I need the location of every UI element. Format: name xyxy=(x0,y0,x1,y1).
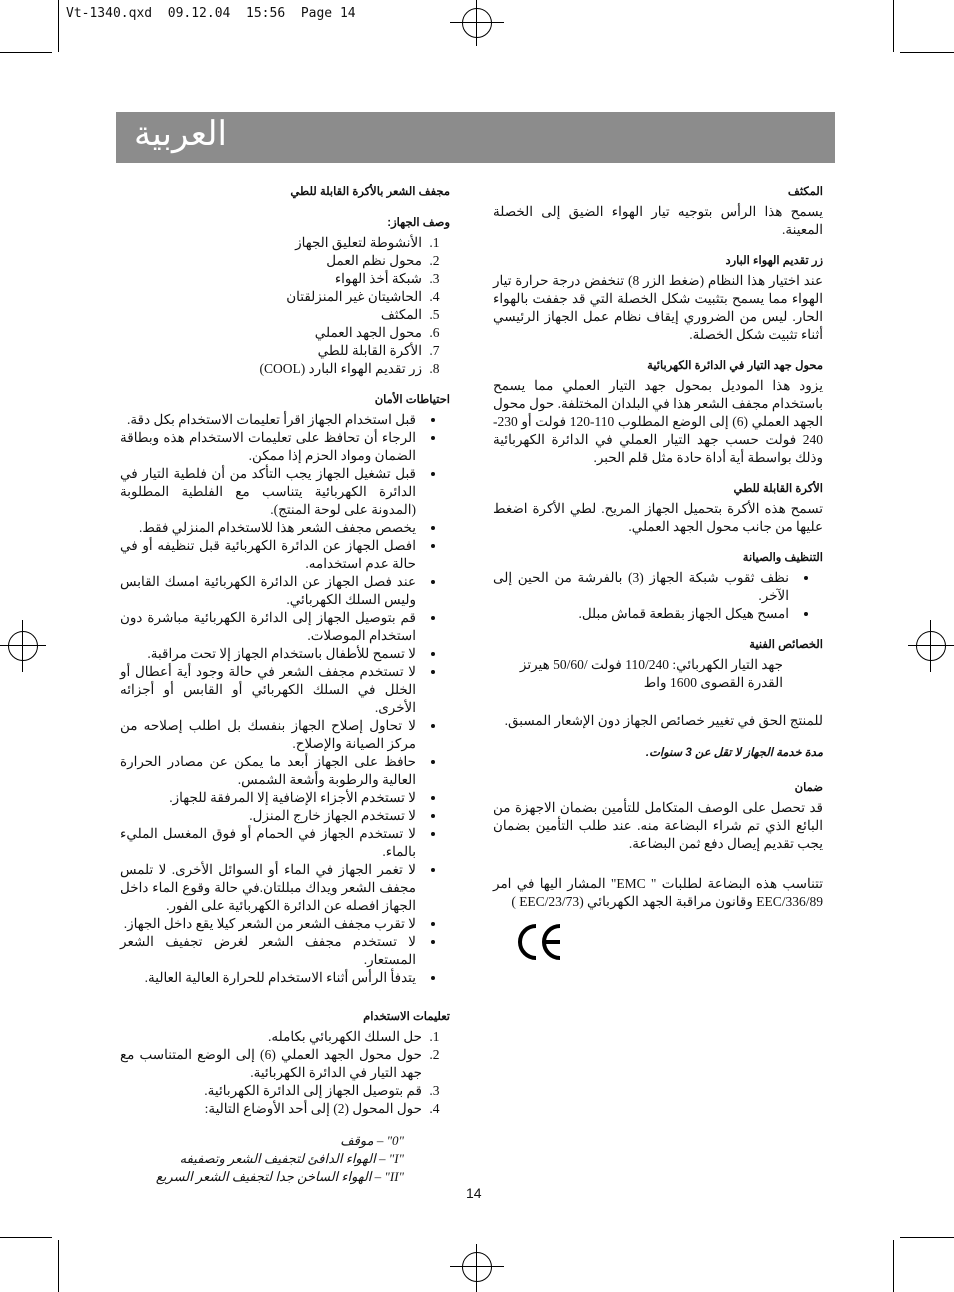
cleaning-section xyxy=(493,550,823,623)
list-item: 4. حول المحول (2) إلى أحد الأوضاع التالية: xyxy=(120,1100,426,1118)
list-item: • لا تستخدم الأجزاء الإضافية إلا المرفقة للجهاز. xyxy=(120,789,420,807)
section-heading: الخصائص الفنية xyxy=(749,639,823,651)
left-column xyxy=(120,184,450,1200)
service-life-note: مدة خدمة الجهاز لا تقل عن 3 سنوات. xyxy=(645,747,823,759)
folding-handle-section xyxy=(493,481,823,536)
list-item: 6. محول الجهد العملي xyxy=(120,324,426,342)
list-item: 3. قم بتوصيل الجهاز إلى الدائرة الكهربائية. xyxy=(120,1082,426,1100)
usage-section xyxy=(120,1009,450,1186)
file-name: Vt-1340.qxd xyxy=(66,6,153,21)
list-item: • امسح هيكل الجهاز بقطعة قماش مبلل. xyxy=(493,605,793,623)
right-column xyxy=(493,184,823,911)
ce-mark-icon xyxy=(516,920,564,964)
crop-mark xyxy=(58,1240,59,1292)
mode-list xyxy=(120,1132,450,1186)
section-text: تسمح هذه الأكرة بتحميل الجهاز المريح. لطي الأكرة اضغط عليها من جانب محول الجهد العملي. xyxy=(493,501,823,534)
emc-compliance-text: تتناسب هذه البضاعة لطلبات " EMC" المشار اليها في امر EEC/336/89 وقانون مراقبة الجهد الكهربائي (EEC/23/73 ) xyxy=(493,876,823,909)
page-label: Page 14 xyxy=(300,6,356,21)
section-heading: التنظيف والصيانة xyxy=(742,552,823,564)
section-heading: تعليمات الاستخدام xyxy=(363,1011,450,1023)
list-item: • لا تقرب مجفف الشعر من الشعر كيلا يقع داخل الجهاز. xyxy=(120,915,420,933)
list-item: • حافظ على الجهاز أبعد ما يمكن عن مصادر الحرارة العالية والرطوبة وأشعة الشمس. xyxy=(120,753,420,789)
spec-line: جهد التيار الكهربائي: 110/240 فولت /50/60 هيرتز xyxy=(519,657,783,672)
concentrator-section xyxy=(493,184,823,239)
list-item: 4. الحاشيتان غير المنزلقتان xyxy=(120,288,426,306)
crop-mark xyxy=(58,0,59,52)
section-text: عند اختيار هذا النظام (ضغط الزر 8) تنخفض درجة حرارة تيار الهواء مما يسمح بتثبيت شكل الخصلة التي قد جففت بالهواء الحار. ليس من الضروري إيقاف نظام عمل الجهاز الرئيسي أثناء تثبيت شكل الخصلة. xyxy=(493,273,823,342)
list-item: • قبل تشغيل الجهاز يجب التأكد من أن فلطية التيار في الدائرة الكهربائية يتناسب مع الفلطية المطلوبة (المدونة على لوحة المنتج). xyxy=(120,465,420,519)
list-item: 7. الأكرة القابلة للطي xyxy=(120,342,426,360)
list-item: • لا تستخدم الجهاز في الحمام أو فوق المغسل المليء بالماء. xyxy=(120,825,420,861)
list-item: • يتدفأ الرأس أثناء الاستخدام للحرارة العالية العالية. xyxy=(120,969,420,987)
usage-list xyxy=(120,1028,450,1118)
cleaning-list xyxy=(493,569,823,623)
mode-item: "I" – الهواء الدافئ لتجفيف الشعر وتصفيفه xyxy=(179,1151,404,1166)
section-heading: محول جهد التيار في الدائرة الكهربائية xyxy=(647,360,823,372)
crop-mark xyxy=(0,1237,52,1238)
list-item: 1. الأنشوطة لتعليق الجهاز xyxy=(120,234,426,252)
print-date: 09.12.04 xyxy=(167,6,231,21)
list-item: • لا تستخدم مجفف الشعر لغرض تجفيف الشعر المستعار. xyxy=(120,933,420,969)
product-title: مجفف الشعر بالأكرة القابلة للطي xyxy=(290,186,450,198)
registration-target-icon xyxy=(462,1252,492,1282)
list-item: • يخصص مجفف الشعر هذا للاستخدام المنزلي فقط. xyxy=(120,519,420,537)
section-heading: زر تقديم الهواء البارد xyxy=(725,255,823,267)
section-heading: احتياطات الأمان xyxy=(374,394,450,406)
list-item: • عند فصل الجهاز عن الدائرة الكهربائية امسك القابس وليس السلك الكهربائي. xyxy=(120,573,420,609)
language-title: العربية xyxy=(134,114,227,154)
section-text: يسمح هذا الرأس بتوجيه تيار الهواء الضيق إلى الخصلة المعينة. xyxy=(493,204,823,237)
list-item: 2. حول محول الجهد العملي (6) إلى الوضع المتناسب مع جهد التيار في الدائرة الكهربائية. xyxy=(120,1046,426,1082)
specs-section xyxy=(493,637,823,692)
crop-mark xyxy=(900,1237,954,1238)
spec-line: القدرة القصوى 1600 واط xyxy=(643,675,783,690)
section-text: قد تحصل على الوصف المتكامل للتأمين بضمان الاجهزة من البائع الذي تم شراء البضاعة منه. عند طلب التأمين بضمان يجب تقديم إيصال دفع ثمن البضاعة. xyxy=(493,800,823,851)
list-item: • قم بتوصيل الجهاز إلى الدائرة الكهربائية مباشرة دون استخدام الموصلات. xyxy=(120,609,420,645)
list-item: • لا تغمر الجهاز في الماء أو السوائل الأخرى. لا تلمس مجفف الشعر ويداك مبللتان.في حالة وقوع الماء داخل الجهاز افصله عن الدائرة الكهربائية على الفور. xyxy=(120,861,420,915)
page-number: 14 xyxy=(466,1185,482,1201)
list-item: 3. شبكة أخذ الهواء xyxy=(120,270,426,288)
guarantee-section xyxy=(493,780,823,853)
voltage-selector-section xyxy=(493,358,823,467)
section-text: يزود هذا الموديل بمحول جهد التيار العملي مما يسمح باستخدام مجفف الشعر هذا في البلدان المختلفة. حول محول الجهد العملي (6) إلى الوضع المطلوب 110-120 فولت أو 230-240 فولت حسب جهد التيار العملي في الدائرة الكهربائية وذلك بواسطة أية أداة حادة مثل قلم الحبر. xyxy=(493,378,823,465)
section-heading: الأكرة القابلة للطي xyxy=(733,483,823,495)
print-time: 15:56 xyxy=(246,6,286,21)
mode-item: "II" – الهواء الساخن جدا لتجفيف الشعر السريع xyxy=(155,1169,404,1184)
list-item: • لا تحاول إصلاح الجهاز بنفسك بل اطلب إصلاحه من مركز الصيانة والإصلاح. xyxy=(120,717,420,753)
registration-target-icon xyxy=(462,8,492,38)
crop-mark xyxy=(893,1240,894,1292)
crop-mark xyxy=(900,52,954,53)
safety-list xyxy=(120,411,450,987)
description-section xyxy=(120,215,450,378)
cool-shot-section xyxy=(493,253,823,344)
list-item: 1. حل السلك الكهربائي بكامله. xyxy=(120,1028,426,1046)
list-item: • لا تسمح للأطفال باستخدام الجهاز إلا تحت مراقبة. xyxy=(120,645,420,663)
list-item: • لا تستخدم الجهاز خارج المنزل. xyxy=(120,807,420,825)
rights-note: للمنتج الحق في تغيير خصائص الجهاز دون الإشعار المسبق. xyxy=(504,713,823,728)
list-item: 2. محول نظم العمل xyxy=(120,252,426,270)
list-item: • نظف ثقوب شبكة الجهاز (3) بالفرشة من الحين إلى الآخر. xyxy=(493,569,793,605)
parts-list xyxy=(120,234,450,378)
section-heading: المكثف xyxy=(787,186,823,198)
mode-item: "0" – موقف xyxy=(340,1133,404,1148)
crop-mark xyxy=(0,52,52,53)
section-heading: ضمان xyxy=(794,782,823,794)
list-item: 8. زر تقديم الهواء البارد (COOL) xyxy=(120,360,426,378)
list-item: • افصل الجهاز عن الدائرة الكهربائية قبل تنظيفه أو في حالة عدم استخدامه. xyxy=(120,537,420,573)
print-header xyxy=(66,6,356,21)
list-item: • قبل استخدام الجهاز اقرأ تعليمات الاستخدام بكل دقة. xyxy=(120,411,420,429)
registration-target-icon xyxy=(916,631,946,661)
list-item: • لا تستخدم مجفف الشعر في حالة وجود أية أعطال أو الخلل في السلك الكهربائي أو القابس أو أجزائه الأخرى. xyxy=(120,663,420,717)
language-banner xyxy=(116,112,835,163)
list-item: 5. المكثف xyxy=(120,306,426,324)
crop-mark xyxy=(893,0,894,52)
safety-section xyxy=(120,392,450,987)
registration-target-icon xyxy=(8,631,38,661)
list-item: • الرجاء أن تحافظ على تعليمات الاستخدام هذه وبطاقة الضمان ومواد الحزم إذا ممكن. xyxy=(120,429,420,465)
section-heading: وصف الجهاز: xyxy=(387,217,450,229)
